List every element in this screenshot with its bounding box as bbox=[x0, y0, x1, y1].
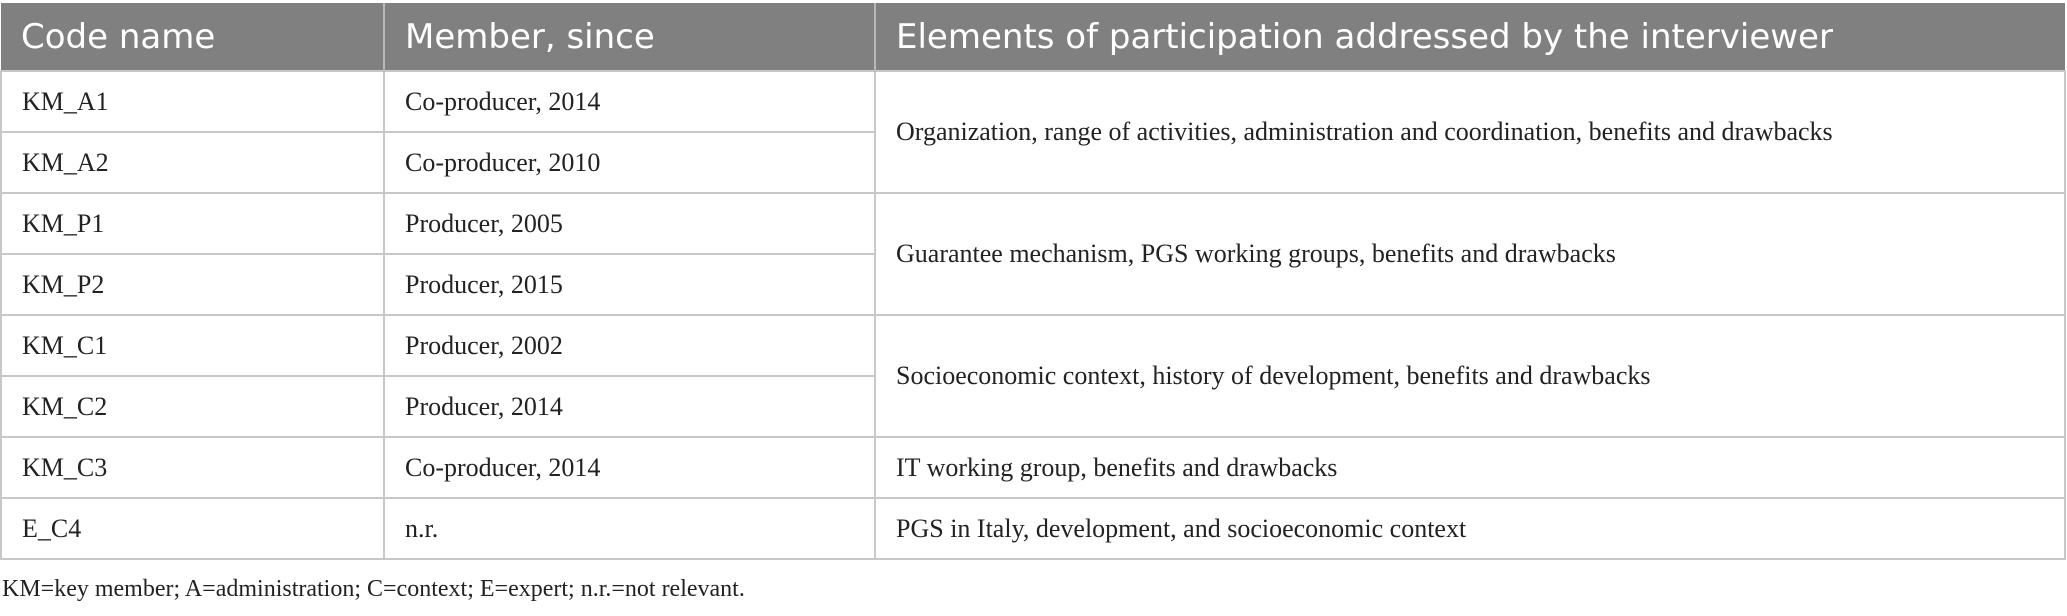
cell-elements: Guarantee mechanism, PGS working groups, benefits and drawbacks bbox=[875, 193, 2065, 315]
cell-code-name: KM_P2 bbox=[1, 254, 384, 315]
table-footnote: KM=key member; A=administration; C=context; E=expert; n.r.=not relevant. bbox=[2, 576, 745, 602]
cell-member-since: Co-producer, 2014 bbox=[384, 71, 875, 132]
participants-table bbox=[0, 3, 2066, 560]
table-row bbox=[1, 437, 2065, 498]
cell-code-name: KM_A1 bbox=[1, 71, 384, 132]
table-row bbox=[1, 315, 2065, 376]
participants-table-container bbox=[0, 3, 2064, 560]
header-code-name: Code name bbox=[1, 3, 384, 71]
cell-code-name: KM_C3 bbox=[1, 437, 384, 498]
cell-code-name: KM_C2 bbox=[1, 376, 384, 437]
cell-code-name: KM_C1 bbox=[1, 315, 384, 376]
cell-member-since: Producer, 2002 bbox=[384, 315, 875, 376]
cell-elements: PGS in Italy, development, and socioeconomic context bbox=[875, 498, 2065, 559]
header-elements: Elements of participation addressed by the interviewer bbox=[875, 3, 2065, 71]
cell-code-name: KM_P1 bbox=[1, 193, 384, 254]
table-row bbox=[1, 498, 2065, 559]
table-row bbox=[1, 71, 2065, 132]
cell-elements: IT working group, benefits and drawbacks bbox=[875, 437, 2065, 498]
header-member-since: Member, since bbox=[384, 3, 875, 71]
cell-elements: Socioeconomic context, history of development, benefits and drawbacks bbox=[875, 315, 2065, 437]
cell-elements: Organization, range of activities, administration and coordination, benefits and drawbacks bbox=[875, 71, 2065, 193]
cell-member-since: Producer, 2014 bbox=[384, 376, 875, 437]
cell-member-since: Co-producer, 2010 bbox=[384, 132, 875, 193]
cell-code-name: KM_A2 bbox=[1, 132, 384, 193]
cell-member-since: Producer, 2015 bbox=[384, 254, 875, 315]
cell-member-since: Producer, 2005 bbox=[384, 193, 875, 254]
cell-member-since: Co-producer, 2014 bbox=[384, 437, 875, 498]
table-row bbox=[1, 193, 2065, 254]
table-header-row bbox=[1, 3, 2065, 71]
cell-member-since: n.r. bbox=[384, 498, 875, 559]
cell-code-name: E_C4 bbox=[1, 498, 384, 559]
